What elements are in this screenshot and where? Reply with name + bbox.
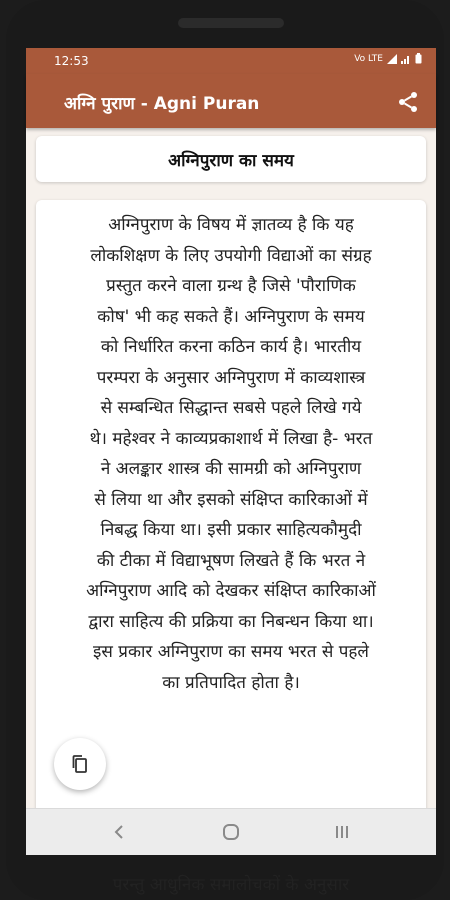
body-line: का प्रतिपादित होता है। [162, 672, 300, 693]
body-line: इस प्रकार अग्निपुराण का समय भरत से पहले [93, 642, 369, 662]
signal-icon [387, 54, 397, 64]
back-icon[interactable] [108, 822, 132, 842]
body-line: थे। महेश्वर ने काव्यप्रकाशार्थ में लिखा है- भरत [89, 428, 373, 449]
screen [26, 48, 436, 895]
body-line: अग्निपुराण आदि को देखकर संक्षिप्त कारिकाओं [86, 581, 376, 601]
app-bar [26, 74, 436, 128]
body-line: से सम्बन्धित सिद्धान्त सबसे पहले लिखे गये [100, 398, 362, 418]
next-paragraph-partial: परन्तु आधुनिक समालोचकों के अनुसार [112, 875, 350, 895]
body-line: कोष' भी कह सकते हैं। अग्निपुराण के समय [97, 306, 365, 327]
status-bar [26, 48, 436, 74]
body-line: निबद्ध किया था। इसी प्रकार साहित्यकौमुदी [100, 520, 362, 540]
body-line: को निर्धारित करना कठिन कार्य है। भारतीय [100, 337, 362, 357]
body-line: अग्निपुराण के विषय में ज्ञातव्य है कि यह [108, 215, 354, 235]
body-line: द्वारा साहित्य की प्रक्रिया का निबन्धन किया था। [88, 611, 374, 632]
section-heading: अग्निपुराण का समय [168, 151, 294, 171]
body-line: लोकशिक्षण के लिए उपयोगी विद्याओं का संग्रह [90, 245, 372, 266]
body-line: की टीका में विद्याभूषण लिखते हैं कि भरत ने [96, 550, 366, 571]
signal-icon-2 [401, 54, 411, 64]
copy-button[interactable] [54, 738, 106, 790]
copy-icon [70, 754, 90, 774]
heading-card [36, 136, 426, 182]
share-icon[interactable] [396, 90, 420, 114]
home-icon[interactable] [219, 822, 243, 842]
body-line: परम्परा के अनुसार अग्निपुराण में काव्यशास्त्र [96, 367, 366, 388]
network-label: Vo LTE [354, 53, 383, 64]
app-title: अग्नि पुराण - Agni Puran [64, 94, 260, 114]
system-nav-bar [26, 808, 436, 855]
body-line: ने अलङ्कार शास्त्र की सामग्री को अग्निपुराण [100, 459, 362, 479]
body-text [50, 210, 412, 698]
content-area[interactable] [26, 128, 436, 895]
body-line: प्रस्तुत करने वाला ग्रन्थ है जिसे 'पौराणिक [106, 276, 356, 296]
recents-icon[interactable] [330, 822, 354, 842]
phone-speaker [178, 18, 284, 28]
status-time: 12:53 [54, 54, 89, 68]
battery-icon [415, 53, 422, 64]
body-line: से लिया था और इसको संक्षिप्त कारिकाओं में [94, 489, 368, 510]
phone-frame [6, 0, 444, 900]
status-icons [354, 53, 422, 64]
